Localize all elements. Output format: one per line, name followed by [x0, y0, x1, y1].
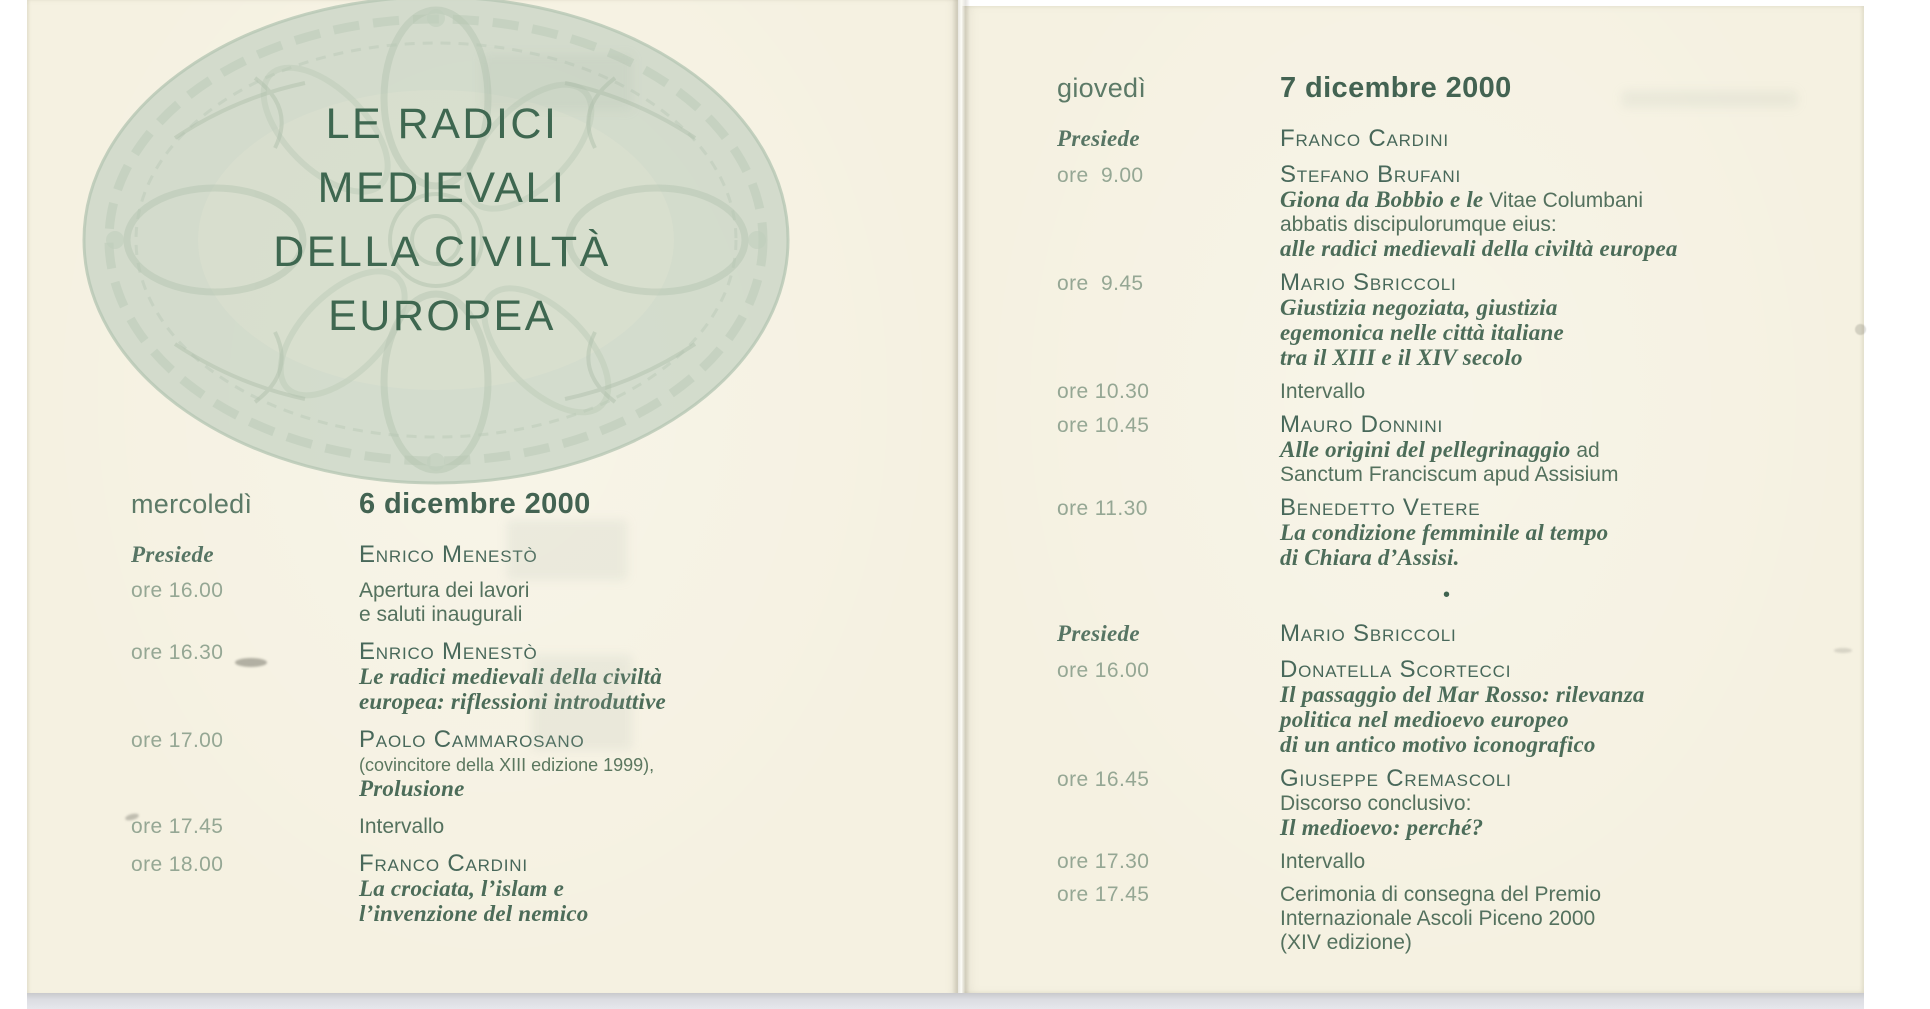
- entry-line: [1280, 271, 1847, 296]
- schedule-entry: [1057, 271, 1847, 371]
- entry-text-segment: Intervallo: [1280, 380, 1366, 403]
- booklet-page-left: [27, 0, 958, 995]
- entry-line: [1280, 346, 1847, 371]
- entry-line: [1280, 163, 1847, 188]
- day-name-label: giovedì: [1057, 73, 1147, 103]
- scan-smudge: [1855, 324, 1866, 335]
- entry-text-segment: abbatis discipulorumque eius:: [1280, 213, 1557, 236]
- day-date: [1280, 72, 1847, 105]
- entry-time-cell: [1057, 883, 1280, 907]
- schedule-entry: [1057, 883, 1847, 955]
- entry-text-segment: e saluti inaugurali: [359, 603, 523, 626]
- entry-time-cell: [1057, 414, 1280, 438]
- entry-time-cell: [131, 729, 359, 753]
- entry-time: ore 16.30: [131, 641, 224, 664]
- presiede-row: [131, 542, 931, 568]
- entry-line: [1280, 188, 1847, 213]
- divider-bullet: •: [1443, 584, 1451, 606]
- entry-text-segment: Prolusione: [359, 776, 465, 801]
- entry-text-segment: Il medioevo: perché?: [1280, 815, 1484, 840]
- entry-time-cell: [131, 853, 359, 877]
- entry-line: [1280, 733, 1847, 758]
- entry-text-segment: Franco Cardini: [359, 850, 528, 877]
- entry-content-cell: [359, 852, 931, 927]
- entry-text-segment: Sanctum Franciscum apud Assisium: [1280, 463, 1619, 486]
- entry-content-cell: [1280, 163, 1847, 262]
- day-name-label: mercoledì: [131, 489, 253, 519]
- conference-title-line: EUROPEA: [328, 292, 556, 340]
- conference-title-line: LE RADICI: [325, 100, 559, 148]
- presiede-label: Presiede: [1057, 126, 1140, 151]
- entry-line: [1280, 521, 1847, 546]
- schedule-entry: [131, 579, 931, 627]
- presiede-name-cell: [1280, 622, 1847, 646]
- entry-text-segment: Mario Sbriccoli: [1280, 269, 1457, 296]
- entry-line: [359, 603, 931, 627]
- entry-line: [359, 753, 931, 777]
- entry-text-segment: Alle origini del pellegrinaggio: [1280, 437, 1571, 462]
- entry-line: [1280, 413, 1847, 438]
- entry-text-segment: Internazionale Ascoli Piceno 2000: [1280, 907, 1596, 930]
- entry-text-segment: Giona da Bobbio e le: [1280, 187, 1490, 212]
- entry-time: ore 9.45: [1057, 272, 1144, 295]
- entry-time: ore 17.30: [1057, 850, 1150, 873]
- day-date-label: 6 dicembre 2000: [359, 488, 591, 520]
- entry-content-cell: [1280, 380, 1847, 404]
- entry-text-segment: (XIV edizione): [1280, 931, 1412, 954]
- schedule-day-2: [1057, 72, 1847, 964]
- entry-line: [359, 815, 931, 839]
- entry-content-cell: [1280, 850, 1847, 874]
- schedule-entry: [1057, 380, 1847, 404]
- entry-line: [1280, 438, 1847, 463]
- entry-text-segment: egemonica nelle città italiane: [1280, 320, 1564, 345]
- entry-content-cell: [359, 640, 931, 715]
- conference-title-line: MEDIEVALI: [317, 164, 567, 212]
- entry-line: [1280, 296, 1847, 321]
- entry-line: [1280, 792, 1847, 816]
- entry-text-segment: politica nel medioevo europeo: [1280, 707, 1569, 732]
- chairperson-name: Mario Sbriccoli: [1280, 620, 1457, 647]
- entry-text-segment: Vitae Columbani: [1489, 189, 1643, 212]
- day-date: [359, 488, 931, 521]
- entry-content-cell: [1280, 271, 1847, 371]
- entry-line: [359, 728, 931, 753]
- entry-content-cell: [1280, 883, 1847, 955]
- entry-line: [1280, 463, 1847, 487]
- schedule-entry: [1057, 767, 1847, 841]
- entry-content-cell: [359, 728, 931, 802]
- entry-time-cell: [131, 579, 359, 603]
- entry-line: [1280, 767, 1847, 792]
- entry-line: [359, 877, 931, 902]
- entry-text-segment: La condizione femminile al tempo: [1280, 520, 1609, 545]
- entry-text-segment: Paolo Cammarosano: [359, 726, 585, 753]
- entry-time: ore 16.45: [1057, 768, 1150, 791]
- entry-time-cell: [1057, 164, 1280, 188]
- entry-time-cell: [1057, 272, 1280, 296]
- presiede-label: Presiede: [131, 542, 214, 567]
- entry-text-segment: l’invenzione del nemico: [359, 901, 589, 926]
- chairperson-name: Enrico Menestò: [359, 541, 538, 568]
- entry-text-segment: Il passaggio del Mar Rosso: rilevanza: [1280, 682, 1645, 707]
- entry-line: [359, 690, 931, 715]
- entry-text-segment: Stefano Brufani: [1280, 161, 1462, 188]
- presiede-row: [1057, 621, 1847, 647]
- entry-content-cell: [359, 815, 931, 839]
- entry-time-cell: [1057, 380, 1280, 404]
- entry-line: [1280, 883, 1847, 907]
- entry-text-segment: Giustizia negoziata, giustizia: [1280, 295, 1558, 320]
- entry-time: ore 10.30: [1057, 380, 1150, 403]
- presiede-label-cell: [1057, 126, 1280, 152]
- entry-time-cell: [1057, 768, 1280, 792]
- day-header-row: [1057, 72, 1847, 105]
- entry-text-segment: Benedetto Vetere: [1280, 494, 1481, 521]
- divider-content: [1280, 585, 1847, 605]
- entry-time: ore 17.00: [131, 729, 224, 752]
- entry-line: [1280, 237, 1847, 262]
- schedule-entry: [131, 728, 931, 802]
- entry-content-cell: [1280, 413, 1847, 487]
- entry-text-segment: Giuseppe Cremascoli: [1280, 765, 1512, 792]
- entry-text-segment: ad: [1570, 439, 1600, 462]
- day-name: [1057, 73, 1280, 104]
- entry-time-cell: [1057, 497, 1280, 521]
- entry-time: ore 9.00: [1057, 164, 1144, 187]
- entry-text-segment: Apertura dei lavori: [359, 579, 530, 602]
- entry-line: [1280, 683, 1847, 708]
- page-fold-edge: [952, 0, 970, 998]
- scanner-edge: [27, 993, 1864, 1009]
- entry-line: [359, 665, 931, 690]
- entry-line: [359, 777, 931, 802]
- entry-time: ore 11.30: [1057, 497, 1148, 520]
- entry-line: [1280, 931, 1847, 955]
- entry-line: [1280, 380, 1847, 404]
- entry-time: ore 17.45: [1057, 883, 1150, 906]
- entry-text-segment: Mauro Donnini: [1280, 411, 1444, 438]
- entry-text-segment: Cerimonia di consegna del Premio: [1280, 883, 1601, 906]
- schedule-entry: [1057, 658, 1847, 758]
- entry-line: [1280, 708, 1847, 733]
- entry-time: ore 18.00: [131, 853, 224, 876]
- schedule-entry: [1057, 496, 1847, 571]
- entry-line: [1280, 213, 1847, 237]
- entry-time: ore 17.45: [131, 815, 224, 838]
- entry-text-segment: La crociata, l’islam e: [359, 876, 564, 901]
- entry-time-cell: [131, 815, 359, 839]
- day-header-row: [131, 488, 931, 521]
- entry-content-cell: [1280, 658, 1847, 758]
- entry-time-cell: [1057, 659, 1280, 683]
- entry-line: [1280, 658, 1847, 683]
- entry-line: [1280, 496, 1847, 521]
- entry-text-segment: Le radici medievali della civiltà: [359, 664, 662, 689]
- day-date-label: 7 dicembre 2000: [1280, 72, 1512, 104]
- entry-line: [359, 640, 931, 665]
- entry-text-segment: Donatella Scortecci: [1280, 656, 1512, 683]
- day-name: [131, 489, 359, 520]
- entry-content-cell: [1280, 496, 1847, 571]
- schedule-day-1: [131, 488, 931, 940]
- schedule-entry: [131, 815, 931, 839]
- entry-content-cell: [1280, 767, 1847, 841]
- entry-line: [359, 902, 931, 927]
- entry-line: [1280, 816, 1847, 841]
- entry-time: ore 10.45: [1057, 414, 1150, 437]
- schedule-entry: [131, 640, 931, 715]
- presiede-name-cell: [1280, 127, 1847, 151]
- conference-title-line: DELLA CIVILTÀ: [273, 228, 611, 276]
- entry-line: [359, 852, 931, 877]
- schedule-entry: [131, 852, 931, 927]
- schedule-entry: [1057, 413, 1847, 487]
- entry-line: [1280, 321, 1847, 346]
- schedule-entry: [1057, 163, 1847, 262]
- entry-text-segment: (covincitore della XIII edizione 1999),: [359, 755, 655, 775]
- entry-text-segment: di Chiara d’Assisi.: [1280, 545, 1460, 570]
- entry-time: ore 16.00: [131, 579, 224, 602]
- entry-line: [1280, 850, 1847, 874]
- entry-line: [359, 579, 931, 603]
- entry-content-cell: [359, 579, 931, 627]
- session-divider: [1057, 585, 1847, 605]
- entry-text-segment: Discorso conclusivo:: [1280, 792, 1472, 815]
- entry-text-segment: Intervallo: [1280, 850, 1366, 873]
- presiede-label-cell: [1057, 621, 1280, 647]
- entry-text-segment: alle radici medievali della civiltà europea: [1280, 236, 1678, 261]
- conference-title: [62, 92, 822, 348]
- entry-text-segment: di un antico motivo iconografico: [1280, 732, 1596, 757]
- chairperson-name: Franco Cardini: [1280, 125, 1449, 152]
- presiede-name-cell: [359, 543, 931, 567]
- schedule-entry: [1057, 850, 1847, 874]
- entry-text-segment: tra il XIII e il XIV secolo: [1280, 345, 1523, 370]
- entry-line: [1280, 546, 1847, 571]
- entry-line: [1280, 907, 1847, 931]
- presiede-label: Presiede: [1057, 621, 1140, 646]
- booklet-page-right: [962, 6, 1864, 993]
- entry-text-segment: Enrico Menestò: [359, 638, 538, 665]
- entry-text-segment: europea: riflessioni introduttive: [359, 689, 666, 714]
- presiede-row: [1057, 126, 1847, 152]
- presiede-label-cell: [131, 542, 359, 568]
- entry-time-cell: [131, 641, 359, 665]
- entry-text-segment: Intervallo: [359, 815, 445, 838]
- entry-time: ore 16.00: [1057, 659, 1150, 682]
- entry-time-cell: [1057, 850, 1280, 874]
